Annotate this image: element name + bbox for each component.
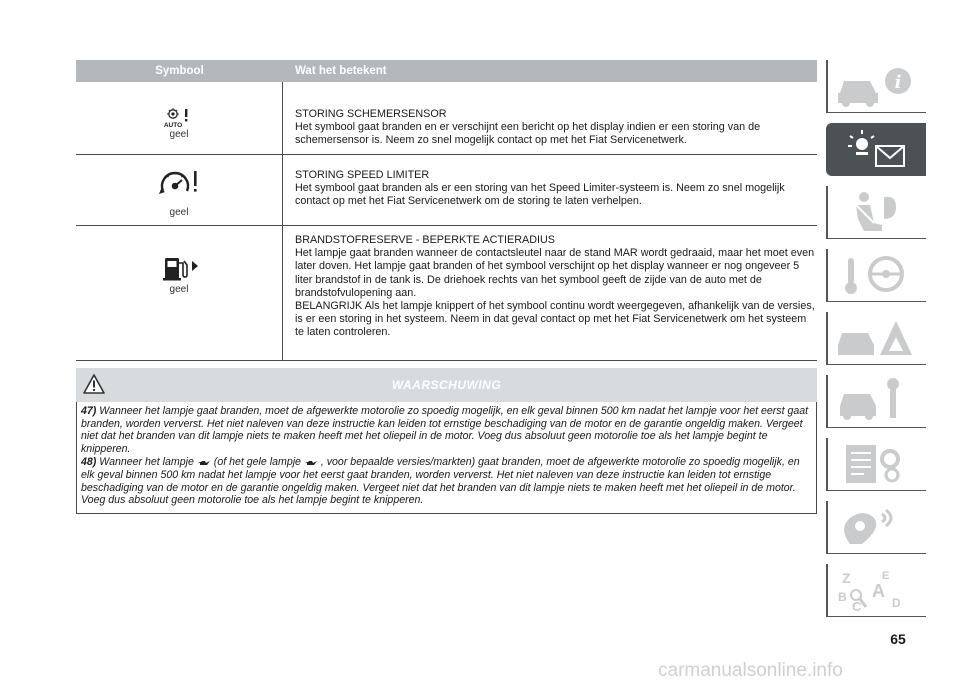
warning-title: WAARSCHUWING bbox=[391, 378, 502, 392]
warning-item-mid: (of het gele lampje bbox=[213, 456, 301, 469]
row-title: STORING SCHEMERSENSOR bbox=[295, 108, 447, 120]
fuel-pump-icon bbox=[159, 254, 199, 282]
index-letter: B bbox=[838, 590, 847, 604]
index-letter: D bbox=[892, 596, 901, 610]
auto-label: AUTO bbox=[164, 122, 183, 128]
sidebar-tab-maintenance[interactable] bbox=[826, 375, 926, 428]
row-title: STORING SPEED LIMITER bbox=[295, 169, 430, 181]
header-meaning: Wat het betekent bbox=[295, 65, 387, 77]
warning-item-text: Wanneer het lampje gaat branden, moet de afgewerkte motorolie zo spoedig mogelijk, en elk geval binnen 500 km nadat het lampje voor het eerst gaat branden, worden ververst. Het niet naleven van deze instructie kan leiden tot ernstige beschadiging van de motor en de garantie ongeldig maken. Vergeet niet dat het branden van dit lampje niets te maken heeft met het oliepeil in de motor. Voeg dus absoluut geen motorolie toe als het lampje begint te knipperen. bbox=[81, 405, 809, 455]
chapter-sidebar bbox=[826, 60, 926, 627]
index-icon bbox=[834, 567, 918, 613]
symbol-cell bbox=[76, 155, 283, 225]
warning-item-number: 47) bbox=[81, 405, 97, 417]
index-letter: Z bbox=[842, 570, 851, 586]
meaning-cell bbox=[283, 155, 817, 225]
watermark: carmanualsonline.info bbox=[658, 660, 843, 681]
sidebar-tab-warning-lights[interactable] bbox=[826, 123, 926, 176]
table-row bbox=[76, 82, 817, 155]
oil-can-icon bbox=[197, 459, 211, 467]
index-letter: C bbox=[852, 599, 862, 613]
auto-sensor-warning-icon bbox=[164, 108, 194, 128]
warning-item bbox=[81, 456, 810, 506]
warning-lights-messages-icon bbox=[834, 126, 918, 172]
sidebar-tab-technical-data[interactable] bbox=[826, 438, 926, 491]
table-header bbox=[76, 60, 817, 82]
index-letter: A bbox=[872, 581, 885, 601]
warning-item-pre: Wanneer het lampje bbox=[99, 456, 194, 469]
warning-box bbox=[76, 368, 817, 514]
row-text: Het symbool gaat branden en er verschijnt een bericht op het display indien er een storing van de schemersensor is. Neem zo snel mogelijk contact op met het Fiat Servicenetwerk. bbox=[295, 121, 761, 147]
sidebar-tab-car-info[interactable] bbox=[826, 60, 926, 113]
color-label: geel bbox=[169, 129, 189, 140]
row-text: Het lampje gaat branden wanneer de contactsleutel naar de stand MAR wordt gedraaid, maar het moet even later doven. Het lampje gaat branden of het symbool verschijnt op het display wanneer er nog ongeveer 5 liter brandstof in de tank is. De driehoek rechts van het symbool geeft de zijde van de auto met de brandstofvulopening aan. bbox=[295, 247, 815, 299]
warning-lights-table bbox=[76, 60, 817, 361]
safety-seatbelt-icon bbox=[834, 189, 918, 235]
technical-data-icon bbox=[834, 441, 918, 487]
sidebar-tab-multimedia[interactable] bbox=[826, 501, 926, 554]
maintenance-icon bbox=[834, 378, 918, 424]
multimedia-icon bbox=[834, 504, 918, 550]
color-label: geel bbox=[169, 207, 189, 218]
symbol-cell bbox=[76, 82, 283, 154]
oil-can-icon bbox=[304, 459, 318, 467]
table-row bbox=[76, 155, 817, 226]
symbol-cell bbox=[76, 226, 283, 360]
starting-driving-icon bbox=[834, 252, 918, 298]
warning-header bbox=[76, 368, 817, 402]
row-text-important: BELANGRIJK Als het lampje knippert of het symbool continu wordt weergegeven, afhankelijk van de versies, is er een storing in het systeem. Neem in dat geval contact op met het Fiat Servicenetwerk om het systeem te laten controleren. bbox=[295, 300, 815, 339]
meaning-cell bbox=[283, 226, 817, 360]
meaning-cell bbox=[283, 82, 817, 154]
row-title: BRANDSTOFRESERVE - BEPERKTE ACTIERADIUS bbox=[295, 234, 555, 246]
row-text: Het symbool gaat branden als er een storing van het Speed Limiter-systeem is. Neem zo snel mogelijk contact op met het Fiat Servicenetwerk om de storing te laten verhelpen. bbox=[295, 182, 785, 208]
warning-item bbox=[81, 405, 810, 455]
emergency-icon bbox=[834, 315, 918, 361]
sidebar-tab-safety[interactable] bbox=[826, 186, 926, 239]
table-row bbox=[76, 226, 817, 361]
warning-item-text: , voor bepaalde versies/markten) gaat branden, moet de afgewerkte motorolie zo spoedig mogelijk, en elk geval binnen 500 km nadat het lampje voor het eerst gaat branden, worden ververst. Het niet naleven van deze instructie kan leiden tot ernstige beschadiging van de motor en de garantie ongeldig maken. Vergeet niet dat het branden van dit lampje niets te maken heeft met het oliepeil in de motor. Voeg dus absoluut geen motorolie toe als het lampje begint te knipperen. bbox=[81, 456, 800, 507]
warning-body bbox=[76, 402, 817, 514]
svg-text:i: i bbox=[894, 72, 902, 93]
warning-item-number: 48) bbox=[81, 456, 97, 469]
car-info-icon bbox=[834, 63, 918, 109]
sidebar-tab-index[interactable] bbox=[826, 564, 926, 617]
speed-limiter-warning-icon bbox=[157, 167, 201, 197]
index-letter: E bbox=[882, 570, 890, 582]
sidebar-tab-emergency[interactable] bbox=[826, 312, 926, 365]
sidebar-tab-starting-driving[interactable] bbox=[826, 249, 926, 302]
page-number: 65 bbox=[890, 631, 906, 647]
color-label: geel bbox=[169, 284, 189, 295]
header-symbol: Symbool bbox=[155, 65, 204, 77]
